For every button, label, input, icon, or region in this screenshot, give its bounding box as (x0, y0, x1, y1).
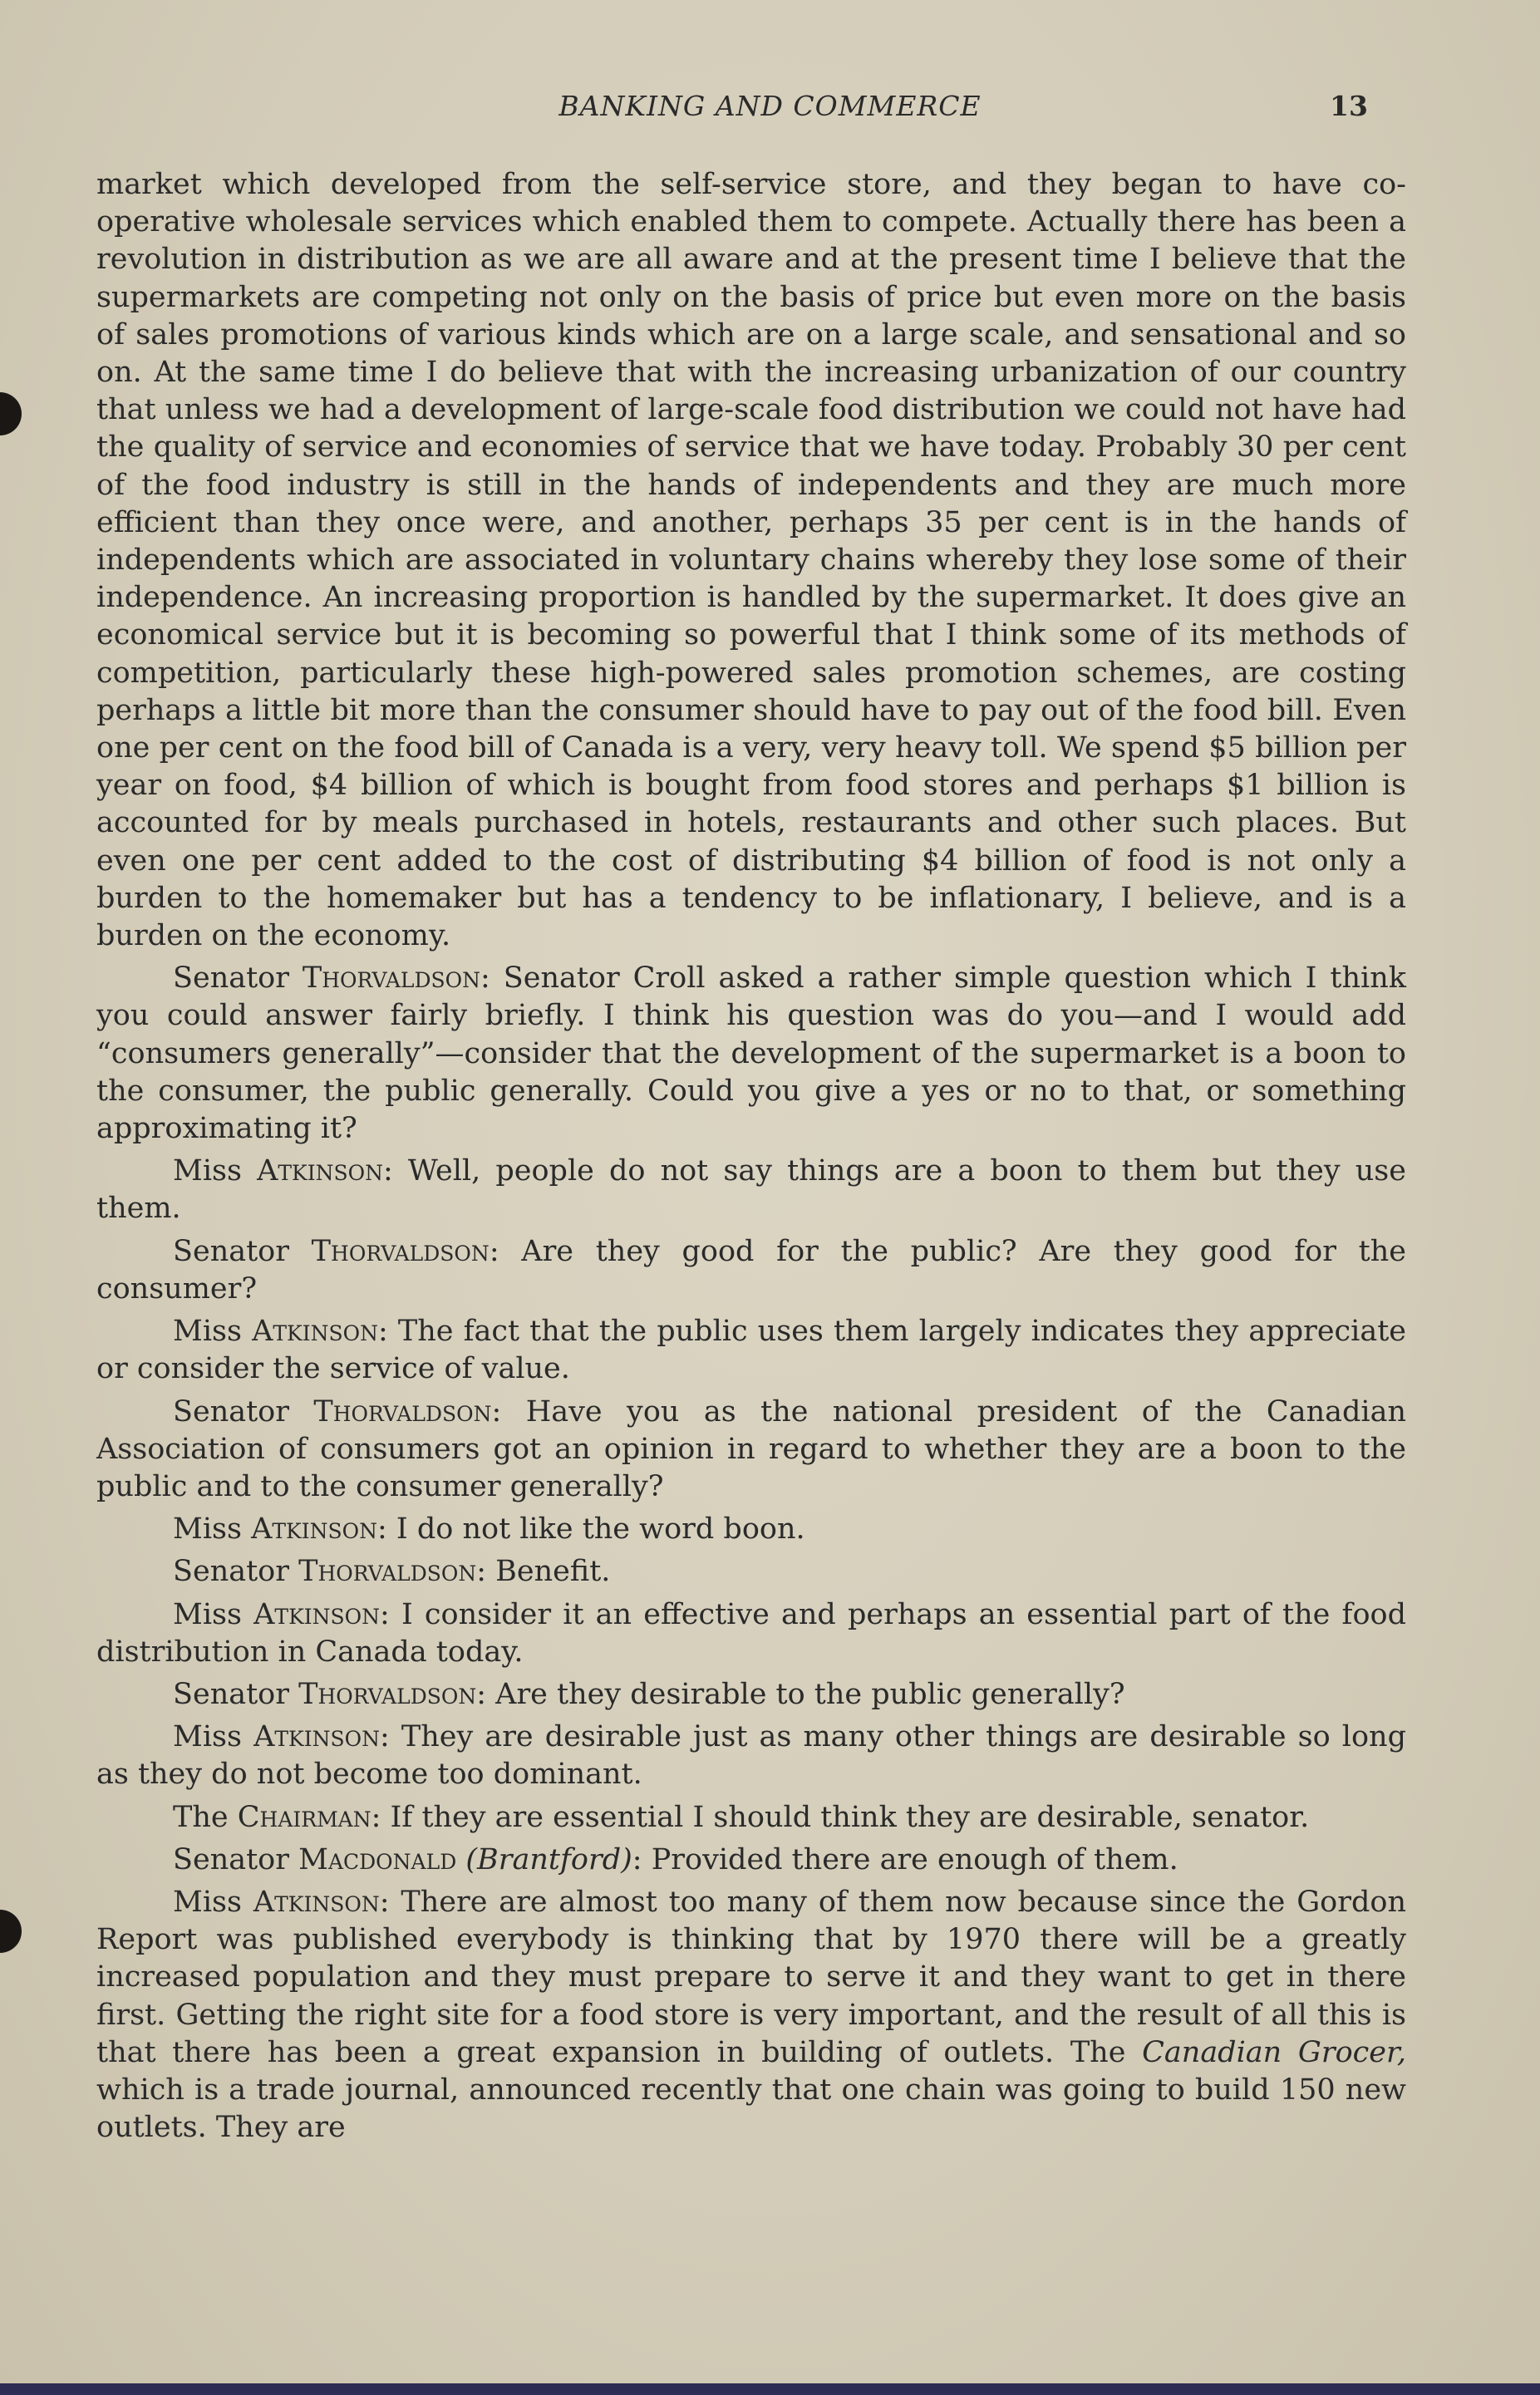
bottom-edge (0, 2383, 1540, 2395)
speaker-title: Senator (173, 1677, 289, 1711)
speaker-title: Senator (173, 1555, 289, 1589)
speaker-title: Miss (173, 1885, 242, 1919)
speech-paragraph: Senator Thorvaldson: Benefit. (173, 1555, 611, 1589)
speech-text: Provided there are enough of them. (651, 1842, 1178, 1876)
binding-hole (0, 392, 22, 435)
speech-paragraph: Senator Thorvaldson: Are they desirable to the public generally? (173, 1677, 1125, 1711)
speech-list (96, 960, 1406, 1879)
speech-text: Benefit. (495, 1555, 611, 1589)
speaker-title: Senator (173, 1234, 289, 1268)
speaker-name: Thorvaldson (313, 1394, 492, 1429)
speech-text: If they are essential I should think they are desirable, senator. (390, 1800, 1310, 1834)
speech-text: which is a trade journal, announced recently that one chain was going to build 150 new outlets. They are (96, 2073, 1406, 2145)
page-number: 13 (1330, 90, 1368, 122)
speaker-title: Senator (173, 1842, 289, 1876)
speaker-name: Macdonald (298, 1842, 457, 1876)
speaker-title: Miss (173, 1315, 242, 1349)
speech-paragraph: Miss Atkinson: They are desirable just as many other things are desirable so long as they do not become too dominant. (96, 1720, 1406, 1792)
speaker-riding: (Brantford) (465, 1842, 632, 1876)
speaker-name: Thorvaldson (311, 1234, 490, 1268)
speaker-name: Atkinson (257, 1154, 383, 1188)
speaker-name: Atkinson (253, 1720, 380, 1754)
speech-text: The fact that the public uses them largely indicates they appreciate or consider the service of value. (96, 1315, 1406, 1386)
speech-text: Senator Croll asked a rather simple question which I think you could answer fairly briefly. I think his question was do you—and I would add “consumers generally”—consider that the development of the supermarket is a boon to the consumer, the public generally. Could you give a yes or no to that, or something approximating it? (96, 961, 1406, 1146)
speaker-title: The (173, 1800, 229, 1834)
speaker-title: Senator (173, 1394, 289, 1429)
speech-paragraph: Miss Atkinson: There are almost too many of them now because since the Gordon Report was published everybody is thinking that by 1970 there will be a greatly increased population and they must prepare to serve it and they want to get in there first. Getting the right site for a food store is very important, and the result of all this is that there has been a great expansion in building of outlets. The Canadian Grocer, which is a trade journal, announced recently that one chain was going to build 150 new outlets. They are (96, 1885, 1406, 2145)
page-body (96, 166, 1406, 2147)
speaker-title: Miss (173, 1597, 242, 1631)
speech-text: Are they good for the public? Are they good for the consumer? (96, 1234, 1406, 1306)
speech-paragraph: Senator Thorvaldson: Senator Croll asked a rather simple question which I think you could answer fairly briefly. I think his question was do you—and I would add “consumers generally”—consider that the development of the supermarket is a boon to the consumer, the public generally. Could you give a yes or no to that, or something approximating it? (96, 961, 1406, 1146)
speech-paragraph: Senator Macdonald (Brantford): Provided there are enough of them. (173, 1842, 1178, 1876)
speech-text: Have you as the national president of the Canadian Association of consumers got an opinion in regard to whether they are a boon to the public and to the consumer generally? (96, 1394, 1406, 1503)
speaker-name: Thorvaldson (302, 961, 481, 996)
speaker-name: Atkinson (253, 1885, 380, 1919)
speaker-title: Miss (173, 1512, 242, 1547)
binding-hole (0, 1910, 22, 1953)
speech-paragraph: Miss Atkinson: I do not like the word boon. (173, 1512, 805, 1547)
speech-paragraph: The Chairman: If they are essential I should think they are desirable, senator. (173, 1800, 1310, 1834)
speech-text: Are they desirable to the public generally? (495, 1677, 1125, 1711)
speech-paragraph: Miss Atkinson: The fact that the public uses them largely indicates they appreciate or consider the service of value. (96, 1315, 1406, 1386)
speaker-name: Atkinson (251, 1512, 377, 1547)
speech-text: There are almost too many of them now because since the Gordon Report was published everybody is thinking that by 1970 there will be a greatly increased population and they must prepare to serve it and they want to get in there first. Getting the right site for a food store is very important, and the result of all this is that there has been a great expansion in building of outlets. The (96, 1885, 1406, 2069)
speech-paragraph: Miss Atkinson: I consider it an effective and perhaps an essential part of the food distribution in Canada today. (96, 1597, 1406, 1669)
running-head: BANKING AND COMMERCE (558, 90, 982, 122)
speaker-title: Senator (173, 961, 289, 996)
speaker-name: Atkinson (253, 1597, 380, 1631)
journal-title: Canadian Grocer, (1142, 2035, 1406, 2069)
speaker-title: Miss (173, 1154, 242, 1188)
speech-text: I do not like the word boon. (396, 1512, 805, 1547)
continuation-paragraph: market which developed from the self-service store, and they began to have co-operative wholesale services which enabled them to compete. Actually there has been a revolution in distribution as we are all aware and at the present time I believe that the supermarkets are competing not only on the basis of price but even more on the basis of sales promotions of various kinds which are on a large scale, and sensational and so on. At the same time I do believe that with the increasing urbanization of our country that unless we had a development of large-scale food distribution we could not have had the quality of service and economies of service that we have today. Probably 30 per cent of the food industry is still in the hands of independents and they are much more efficient than they once were, and another, perhaps 35 per cent is in the hands of independents which are associated in voluntary chains whereby they lose some of their independence. An increasing proportion is handled by the supermarket. It does give an economical service but it is becoming so powerful that I think some of its methods of competition, particularly these high-powered sales promotion schemes, are costing perhaps a little bit more than the consumer should have to pay out of the food bill. Even one per cent on the food bill of Canada is a very, very heavy toll. We spend $5 billion per year on food, $4 billion of which is bought from food stores and perhaps $1 billion is accounted for by meals purchased in hotels, restaurants and other such places. But even one per cent added to the cost of distributing $4 billion of food is not only a burden to the homemaker but has a tendency to be inflationary, I believe, and is a burden on the economy. (96, 168, 1406, 953)
speech-paragraph: Senator Thorvaldson: Are they good for the public? Are they good for the consumer? (96, 1234, 1406, 1306)
speech-paragraph: Senator Thorvaldson: Have you as the national president of the Canadian Association of consumers got an opinion in regard to whether they are a boon to the public and to the consumer generally? (96, 1394, 1406, 1503)
speech-paragraph: Miss Atkinson: Well, people do not say things are a boon to them but they use them. (96, 1154, 1406, 1226)
speaker-title: Miss (173, 1720, 242, 1754)
speech-text: I consider it an effective and perhaps an essential part of the food distribution in Canada today. (96, 1597, 1406, 1669)
speaker-name: Atkinson (252, 1315, 378, 1349)
page-header (0, 90, 1540, 128)
speaker-name: Thorvaldson (298, 1555, 477, 1589)
speech-text: Well, people do not say things are a boon to them but they use them. (96, 1154, 1406, 1226)
speaker-name: Chairman (237, 1800, 371, 1834)
speech-text: They are desirable just as many other things are desirable so long as they do not become too dominant. (96, 1720, 1406, 1792)
speaker-name: Thorvaldson (298, 1677, 477, 1711)
